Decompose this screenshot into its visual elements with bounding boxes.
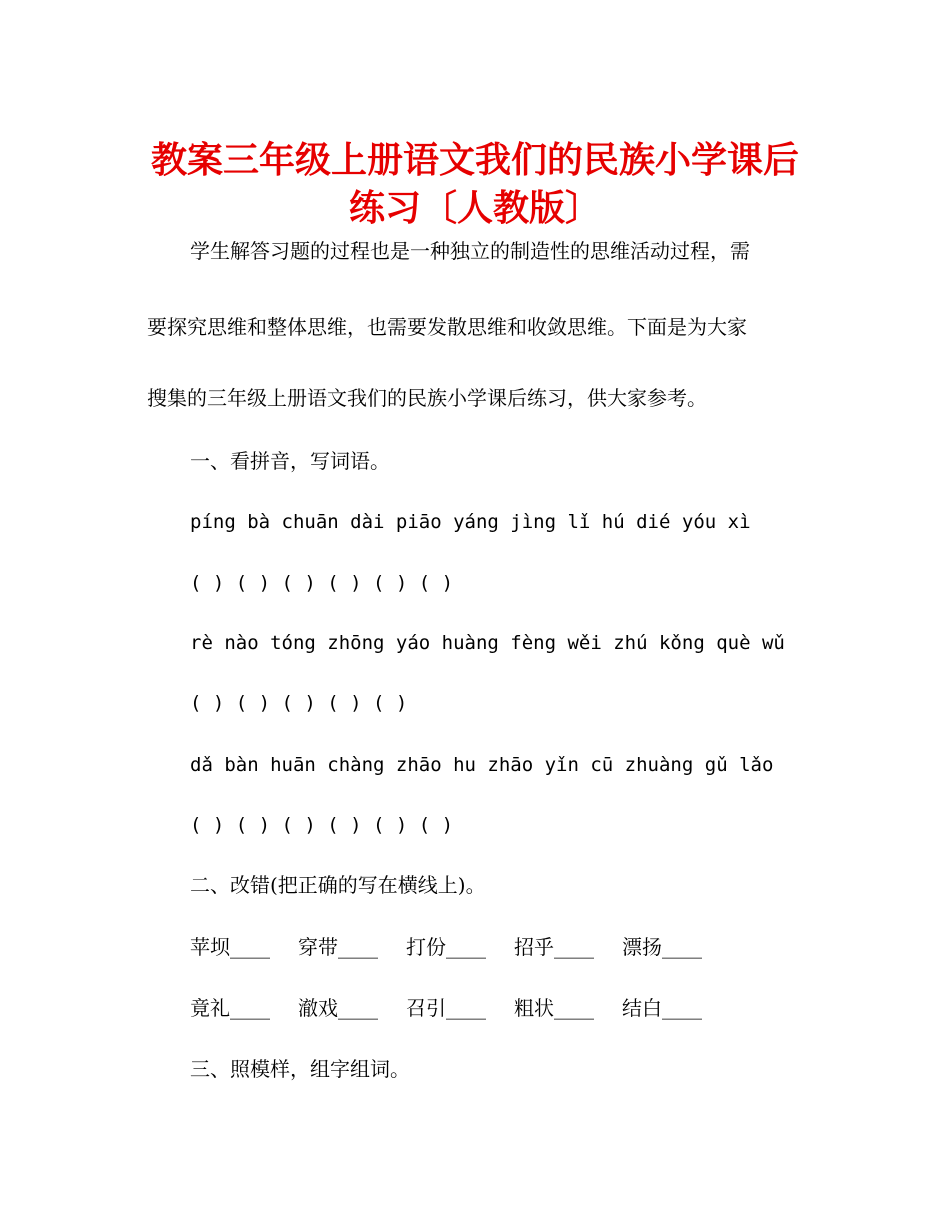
pinyin-row-2: rè nào tóng zhōng yáo huàng fèng wěi zhú kǒng què wǔ (190, 632, 785, 654)
correction-item: 打份____ (406, 935, 486, 959)
correction-item: 穿带____ (298, 935, 378, 959)
correction-item: 澈戏____ (298, 996, 378, 1020)
intro-paragraph-line-1: 学生解答习题的过程也是一种独立的制造性的思维活动过程，需 (190, 239, 750, 263)
correction-item: 招乎____ (514, 935, 594, 959)
correction-item: 苹坝____ (190, 935, 270, 959)
correction-item: 召引____ (406, 996, 486, 1020)
correction-item: 结白____ (622, 996, 702, 1020)
blanks-row-3: ( ) ( ) ( ) ( ) ( ) ( ) (190, 814, 454, 836)
intro-paragraph-line-3: 搜集的三年级上册语文我们的民族小学课后练习，供大家参考。 (147, 386, 707, 410)
correction-item: 漂扬____ (622, 935, 702, 959)
correction-item: 竟礼____ (190, 996, 270, 1020)
intro-paragraph-line-2: 要探究思维和整体思维，也需要发散思维和收敛思维。下面是为大家 (147, 315, 747, 339)
corrections-row-1 (190, 934, 702, 960)
section-2-heading: 二、改错(把正确的写在横线上)。 (190, 873, 486, 897)
section-1-heading: 一、看拼音，写词语。 (190, 449, 390, 473)
section-3-heading: 三、照模样，组字组词。 (190, 1057, 410, 1081)
document-title (120, 137, 830, 233)
title-line-1: 教案三年级上册语文我们的民族小学课后 (150, 140, 799, 181)
pinyin-row-1: píng bà chuān dài piāo yáng jìng lǐ hú dié yóu xì (190, 511, 751, 533)
blanks-row-1: ( ) ( ) ( ) ( ) ( ) ( ) (190, 572, 454, 594)
title-line-2: 练习〔人教版〕 (348, 188, 601, 229)
corrections-row-2 (190, 995, 702, 1021)
correction-item: 粗状____ (514, 996, 594, 1020)
blanks-row-2: ( ) ( ) ( ) ( ) ( ) (190, 692, 408, 714)
pinyin-row-3: dǎ bàn huān chàng zhāo hu zhāo yǐn cū zhuàng gǔ lǎo (190, 754, 774, 776)
